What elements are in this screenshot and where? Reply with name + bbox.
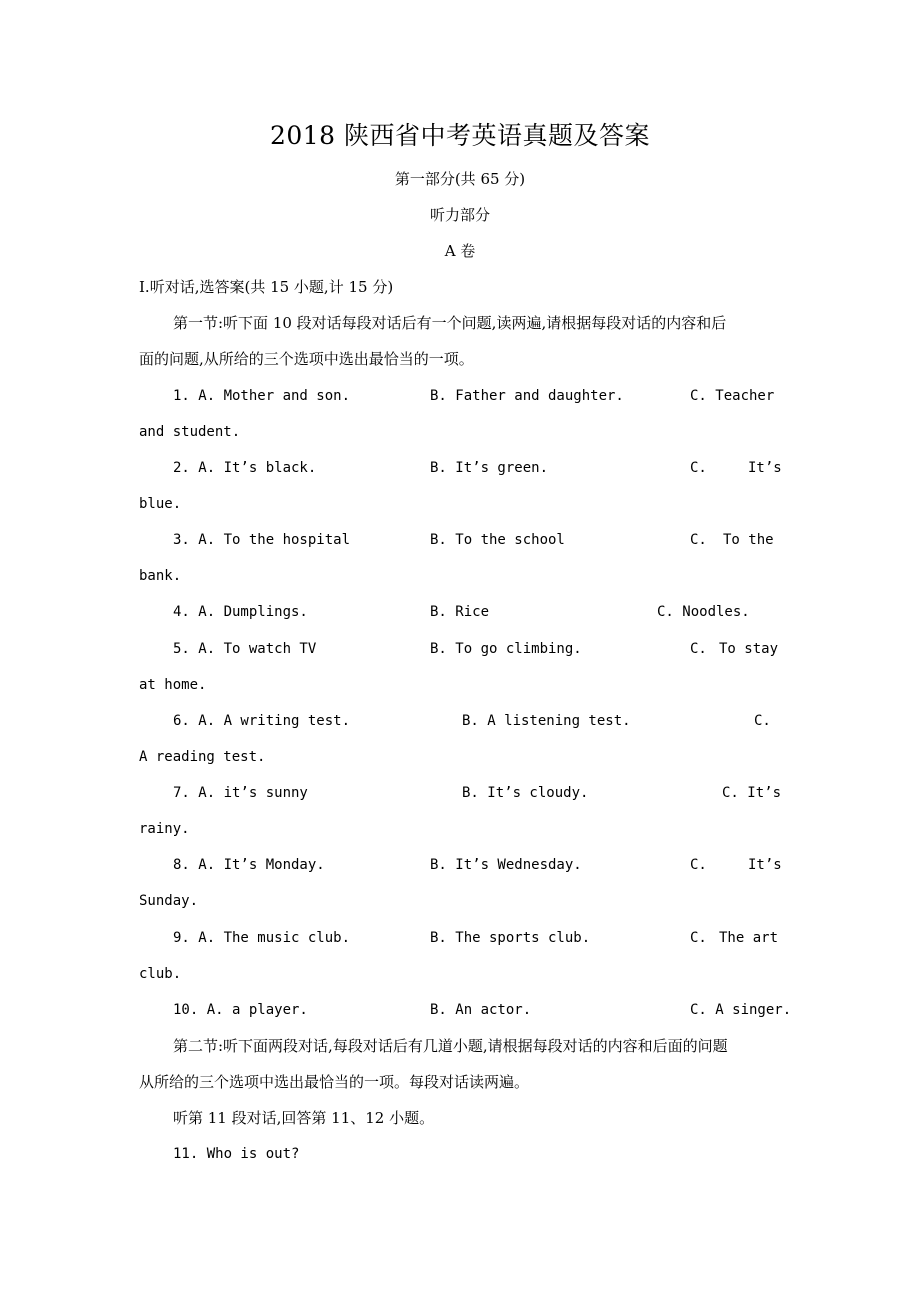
section-heading: 听力部分: [429, 206, 490, 224]
q11-question: 11. Who is out?: [173, 1146, 300, 1162]
q6-option-b: B. A listening test.: [462, 713, 631, 729]
section2-instructions-line2: 从所给的三个选项中选出最恰当的一项。每段对话读两遍。: [139, 1073, 530, 1091]
q3-option-a: 3. A. To the hospital: [173, 532, 351, 548]
q5-option-c-label: C.: [690, 641, 707, 657]
q8-option-b: B. It’s Wednesday.: [430, 857, 582, 873]
q6-option-c-continued: A reading test.: [139, 749, 266, 765]
q2-option-c-text: It’s: [748, 460, 782, 476]
dialogue-11-instruction: 听第 11 段对话,回答第 11、12 小题。: [173, 1109, 435, 1127]
section1-instructions-line1: 第一节:听下面 10 段对话每段对话后有一个问题,读两遍,请根据每段对话的内容和后: [173, 314, 727, 332]
q5-option-a: 5. A. To watch TV: [173, 641, 317, 657]
section1-instructions-line2: 面的问题,从所给的三个选项中选出最恰当的一项。: [139, 350, 474, 368]
q9-option-c-label: C.: [690, 930, 707, 946]
q8-option-c-continued: Sunday.: [139, 893, 199, 909]
q10-option-c: C. A singer.: [690, 1002, 792, 1018]
q9-option-c-text: The art: [719, 930, 779, 946]
q2-option-c-label: C.: [690, 460, 707, 476]
q5-option-c-continued: at home.: [139, 677, 207, 693]
q8-option-c-text: It’s: [748, 857, 782, 873]
q4-option-b: B. Rice: [430, 604, 490, 620]
q9-option-a: 9. A. The music club.: [173, 930, 351, 946]
volume-heading: A 卷: [444, 242, 476, 260]
part-heading: 第一部分(共 65 分): [394, 170, 526, 188]
q10-option-b: B. An actor.: [430, 1002, 532, 1018]
q1-option-a: 1. A. Mother and son.: [173, 388, 351, 404]
q4-option-a: 4. A. Dumplings.: [173, 604, 308, 620]
document-title: 2018 陕西省中考英语真题及答案: [269, 121, 651, 150]
q4-option-c: C. Noodles.: [657, 604, 750, 620]
section2-instructions-line1: 第二节:听下面两段对话,每段对话后有几道小题,请根据每段对话的内容和后面的问题: [173, 1037, 728, 1055]
q1-option-b: B. Father and daughter.: [430, 388, 624, 404]
q2-option-a: 2. A. It’s black.: [173, 460, 317, 476]
q9-option-c-continued: club.: [139, 966, 182, 982]
q3-option-c-continued: bank.: [139, 568, 182, 584]
q7-option-c-continued: rainy.: [139, 821, 190, 837]
q5-option-b: B. To go climbing.: [430, 641, 582, 657]
q6-option-c: C.: [754, 713, 771, 729]
question-group-heading: I.听对话,选答案(共 15 小题,计 15 分): [139, 278, 394, 296]
q3-option-b: B. To the school: [430, 532, 565, 548]
q5-option-c-text: To stay: [719, 641, 779, 657]
q3-option-c-label: C.: [690, 532, 707, 548]
q8-option-a: 8. A. It’s Monday.: [173, 857, 325, 873]
q7-option-b: B. It’s cloudy.: [462, 785, 589, 801]
q7-option-a: 7. A. it’s sunny: [173, 785, 308, 801]
q2-option-b: B. It’s green.: [430, 460, 549, 476]
q6-option-a: 6. A. A writing test.: [173, 713, 351, 729]
q3-option-c-text: To the: [723, 532, 774, 548]
q1-option-c-continued: and student.: [139, 424, 241, 440]
q1-option-c: C. Teacher: [690, 388, 775, 404]
q8-option-c-label: C.: [690, 857, 707, 873]
q10-option-a: 10. A. a player.: [173, 1002, 308, 1018]
q2-option-c-continued: blue.: [139, 496, 182, 512]
q7-option-c: C. It’s: [722, 785, 782, 801]
q9-option-b: B. The sports club.: [430, 930, 591, 946]
